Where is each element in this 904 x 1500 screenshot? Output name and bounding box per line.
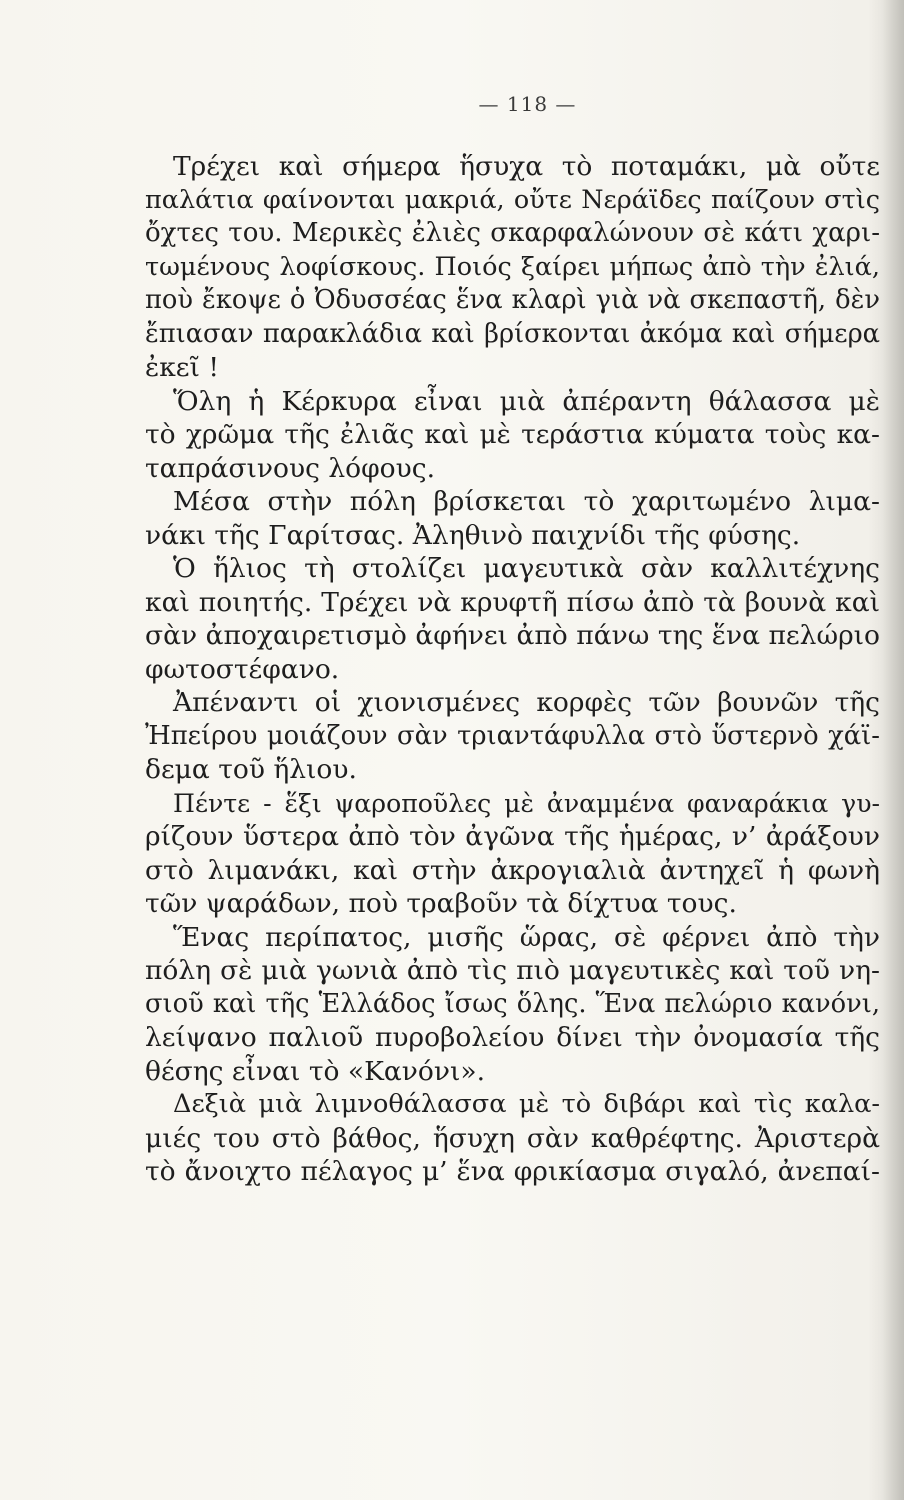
text-line: ἐκεῖ !: [145, 352, 219, 383]
text-line: δεμα τοῦ ἥλιου.: [145, 754, 357, 785]
text-line: φωτοστέφανο.: [145, 653, 340, 685]
text-line: Πέντε - ἕξι ψαροποῦλες μὲ ἀναμμένα φαναράκια γυ-: [173, 788, 880, 818]
text-line: τὸ ἄνοιχτο πέλαγος μ’ ἕνα φρικίασμα σιγαλό, ἀνεπαί-: [145, 1156, 880, 1187]
text-line: λείψανο παλιοῦ πυροβολείου δίνει τὴν ὀνομασία τῆς: [145, 1022, 880, 1053]
text-line: τωμένους λοφίσκους. Ποιός ξαίρει μήπως ἀπὸ τὴν ἐλιά,: [145, 251, 880, 282]
text-line: Ὁ ἥλιος τὴ στολίζει μαγευτικὰ σὰν καλλιτέχνης: [173, 553, 880, 584]
text-line: Ἠπείρου μοιάζουν σὰν τριαντάφυλλα στὸ ὕστερνὸ χάϊ-: [145, 720, 880, 751]
text-line: τῶν ψαράδων, ποὺ τραβοῦν τὰ δίχτυα τους.: [145, 888, 737, 919]
text-line: ρίζουν ὕστερα ἀπὸ τὸν ἀγῶνα τῆς ἡμέρας, ν’ ἀράξουν: [145, 821, 880, 852]
page-number: — 118 —: [478, 92, 577, 116]
body-text: [145, 150, 880, 1189]
text-line: σιοῦ καὶ τῆς Ἑλλάδος ἴσως ὅλης. Ἕνα πελώριο κανόνι,: [145, 988, 880, 1019]
text-line: Τρέχει καὶ σήμερα ἥσυχα τὸ ποταμάκι, μὰ οὔτε: [173, 151, 880, 182]
text-line: ποὺ ἔκοψε ὁ Ὀδυσσέας ἕνα κλαρὶ γιὰ νὰ σκεπαστῆ, δὲν: [145, 285, 880, 315]
text-line: παλάτια φαίνονται μακριά, οὔτε Νεράϊδες παίζουν στὶς: [145, 184, 880, 215]
text-line: Ἀπέναντι οἱ χιονισμένες κορφὲς τῶν βουνῶν τῆς: [173, 687, 880, 718]
page-edge-shadow: [882, 0, 904, 1500]
text-line: ταπράσινους λόφους.: [145, 452, 435, 484]
text-line: Ὅλη ἡ Κέρκυρα εἶναι μιὰ ἀπέραντη θάλασσα μὲ: [173, 385, 880, 417]
text-line: Μέσα στὴν πόλη βρίσκεται τὸ χαριτωμένο λιμα-: [173, 486, 880, 517]
text-line: ἔπιασαν παρακλάδια καὶ βρίσκονται ἀκόμα καὶ σήμερα: [145, 318, 880, 349]
text-line: μιές του στὸ βάθος, ἥσυχη σὰν καθρέφτης. Ἀριστερὰ: [145, 1122, 880, 1154]
text-line: καὶ ποιητής. Τρέχει νὰ κρυφτῆ πίσω ἀπὸ τὰ βουνὰ καὶ: [145, 586, 880, 618]
text-line: Ἕνας περίπατος, μισῆς ὥρας, σὲ φέρνει ἀπὸ τὴν: [173, 921, 880, 953]
text-line: τὸ χρῶμα τῆς ἐλιᾶς καὶ μὲ τεράστια κύματα τοὺς κα-: [145, 419, 880, 450]
text-line: στὸ λιμανάκι, καὶ στὴν ἀκρογιαλιὰ ἀντηχεῖ ἡ φωνὴ: [145, 854, 880, 886]
text-line: πόλη σὲ μιὰ γωνιὰ ἀπὸ τὶς πιὸ μαγευτικὲς καὶ τοῦ νη-: [145, 955, 880, 986]
text-line: Δεξιὰ μιὰ λιμνοθάλασσα μὲ τὸ διβάρι καὶ τὶς καλα-: [173, 1089, 880, 1119]
text-line: ὄχτες του. Μερικὲς ἐλιὲς σκαρφαλώνουν σὲ κάτι χαρι-: [145, 218, 880, 248]
text-line: νάκι τῆς Γαρίτσας. Ἀληθινὸ παιχνίδι τῆς φύσης.: [145, 519, 801, 551]
text-line: θέσης εἶναι τὸ «Κανόνι».: [145, 1055, 485, 1087]
text-line: σὰν ἀποχαιρετισμὸ ἀφήνει ἀπὸ πάνω της ἕνα πελώριο: [145, 620, 880, 651]
